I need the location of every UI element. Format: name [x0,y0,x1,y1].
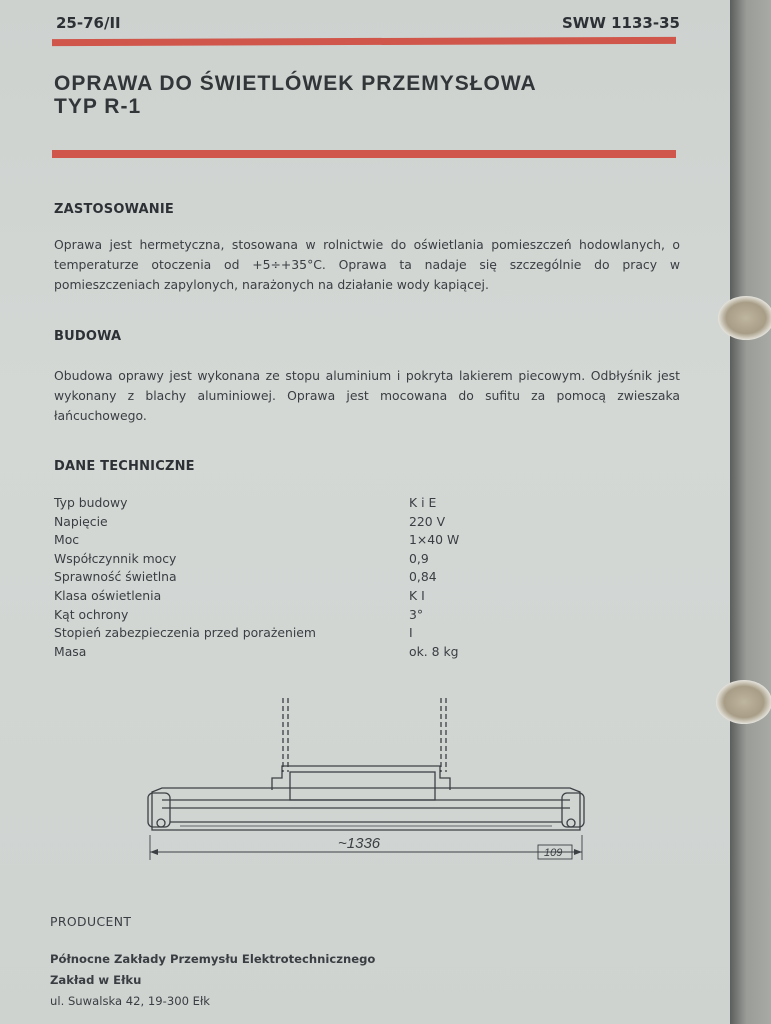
heading-budowa: BUDOWA [54,329,122,344]
binder-hole-top [718,296,771,340]
spec-label: Sprawność świetlna [54,569,177,585]
spec-row [54,607,554,626]
producer-plant: Zakład w Ełku [50,973,142,987]
standard-code: SWW 1133-35 [562,14,680,32]
spec-label: Klasa oświetlenia [54,587,162,603]
right-chain [441,698,446,772]
heading-zastosowanie: ZASTOSOWANIE [54,202,174,217]
spec-value: 0,9 [409,550,429,566]
right-end-cap [562,793,584,827]
doc-code: 25-76/II [56,14,121,32]
spec-label: Masa [54,643,87,659]
spec-row [54,625,554,644]
lamp-body [152,788,580,830]
producer-label: PRODUCENT [50,914,132,929]
spec-row [54,569,554,588]
title-line-1: OPRAWA DO ŚWIETLÓWEK PRZEMYSŁOWA [54,72,537,95]
title-line-2: TYP R-1 [54,95,142,118]
top-housing [272,766,450,790]
spec-table [54,495,554,662]
spec-row [54,495,554,514]
luminaire-drawing [140,690,590,870]
spec-row [54,551,554,570]
spec-value: K i E [409,495,437,510]
spec-value: I [409,625,413,641]
left-end-cap [148,793,170,827]
title-divider [52,150,676,158]
spec-label: Współczynnik mocy [54,550,177,566]
spec-value: 0,84 [409,569,437,585]
text-zastosowanie: Oprawa jest hermetyczna, stosowana w rolnictwie do oświetlania pomieszczeń hodowlanych, o temperaturze otoczenia od +5÷+35°C. Oprawa ta nadaje się szczególnie do pracy w pomieszczeniach zapylonych, narażonych na działanie wody kapiącej. [54,237,680,292]
binder-hole-bottom [716,680,771,724]
spec-row [54,644,554,663]
page-title [54,72,537,118]
spec-row [54,588,554,607]
spec-value: 1×40 W [409,532,460,548]
text-budowa: Obudowa oprawy jest wykonana ze stopu aluminium i pokryta lakierem piecowym. Odbłyśnik jest wykonany z blachy aluminiowej. Oprawa jest mocowana do sufitu za pomocą zwieszaka łańcuchowego. [54,368,680,423]
height-label: 109 [544,847,563,859]
spec-row [54,532,554,551]
producer-name: Północne Zakłady Przemysłu Elektrotechnicznego [50,952,376,966]
producer-address: ul. Suwalska 42, 19-300 Ełk [50,994,211,1008]
page-edge [730,0,771,1024]
spec-value: 3° [409,606,424,622]
ballast-box [290,772,435,800]
spec-value: K I [409,587,425,603]
spec-row [54,514,554,533]
spec-value: 220 V [409,513,446,529]
spec-label: Napięcie [54,513,108,529]
spec-label: Typ budowy [54,495,128,510]
spec-value: ok. 8 kg [409,643,459,659]
length-label: ~1336 [338,835,381,852]
spec-label: Stopień zabezpieczenia przed porażeniem [54,625,316,641]
heading-dane-techniczne: DANE TECHNICZNE [54,459,195,474]
spec-label: Kąt ochrony [54,606,129,622]
spec-label: Moc [54,532,80,548]
left-chain [283,698,288,772]
